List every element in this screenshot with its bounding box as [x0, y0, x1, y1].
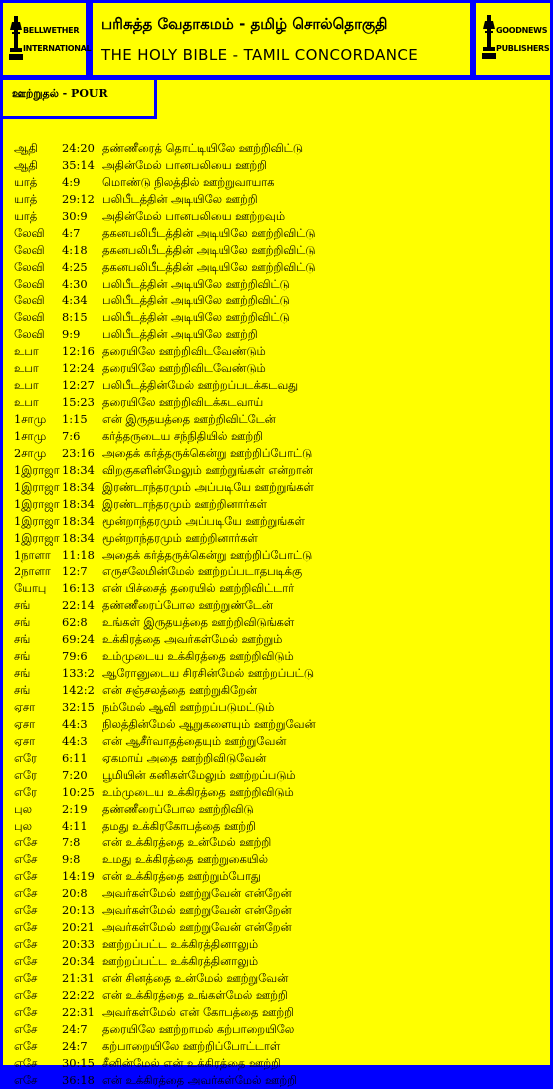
verse-row	[14, 936, 534, 953]
verse-text: என் உக்கிரத்தை உன்மேல் ஊற்றி	[102, 835, 272, 850]
verse-book: எசே	[14, 1072, 38, 1087]
goodnews-logo-line1: GOODNEWS	[496, 26, 548, 35]
verse-text: என் உக்கிரத்தை அவர்கள்மேல் ஊற்றி	[102, 1072, 297, 1087]
verse-text: அதின்மேல் பானபலியை ஊற்றி	[102, 157, 267, 172]
verse-book: லேவி	[14, 225, 45, 240]
verse-reference: 16:13	[62, 581, 95, 596]
verse-text: உமது உக்கிரத்தை ஊற்றுகையில்	[102, 852, 268, 867]
verse-book: யாத்	[14, 174, 38, 189]
verse-reference: 6:11	[62, 750, 88, 765]
verse-text: பலிபீடத்தின் அடியிலே ஊற்றி	[102, 327, 258, 342]
verse-text: உங்கள் இருதயத்தை ஊற்றிவிடுங்கள்	[102, 615, 295, 630]
verse-book: 1இராஜா	[14, 496, 60, 511]
verse-row	[14, 834, 534, 851]
verse-book: எசே	[14, 937, 38, 952]
verse-reference: 62:8	[62, 615, 88, 630]
verse-reference: 12:16	[62, 344, 95, 359]
verse-reference: 44:3	[62, 716, 88, 731]
verse-reference: 1:15	[62, 412, 88, 426]
verse-row	[14, 1004, 534, 1021]
verse-row	[14, 750, 534, 767]
verse-reference: 21:31	[62, 970, 95, 985]
verse-reference: 15:23	[62, 395, 95, 410]
bellwether-logo	[3, 3, 92, 75]
verse-reference: 18:34	[62, 513, 95, 528]
verse-reference: 4:7	[62, 225, 81, 240]
verse-book: புல	[14, 801, 32, 816]
verse-book: லேவி	[14, 276, 45, 291]
verse-row	[14, 326, 534, 343]
verse-reference: 22:31	[62, 1004, 95, 1019]
verse-row	[14, 1038, 534, 1055]
verse-text: என் ஆசீர்வாதத்தையும் ஊற்றுவேன்	[102, 733, 287, 748]
verse-reference: 12:27	[62, 378, 95, 393]
verse-book: புல	[14, 818, 32, 833]
verse-text: கர்த்தருடைய சந்நிதியில் ஊற்றி	[102, 428, 263, 443]
verse-book: ஆதி	[14, 141, 38, 155]
english-title: THE HOLY BIBLE - TAMIL CONCORDANCE	[101, 46, 419, 64]
verse-book: ஆதி	[14, 157, 38, 172]
verse-reference: 142:2	[62, 683, 95, 697]
verse-row	[14, 868, 534, 885]
verse-reference: 23:16	[62, 445, 95, 460]
verse-text: ஏகமாய் அதை ஊற்றிவிடுவேன்	[102, 750, 267, 765]
verse-row	[14, 360, 534, 377]
verse-book: எசே	[14, 1004, 38, 1019]
verse-reference: 18:34	[62, 496, 95, 511]
verse-row	[14, 1072, 534, 1089]
verse-text: அவர்கள்மேல் ஊற்றுவேன் என்றேன்	[102, 886, 292, 901]
verse-text: எருசலேமின்மேல் ஊற்றப்படாதபடிக்கு	[102, 564, 302, 579]
verse-row	[14, 157, 534, 174]
verse-reference: 8:15	[62, 310, 88, 325]
verse-book: எசே	[14, 1055, 38, 1070]
verse-text: தமது உக்கிரகோபத்தை ஊற்றி	[102, 818, 256, 833]
verse-row	[14, 428, 534, 445]
verse-row	[14, 733, 534, 750]
verse-text: அதைக் கர்த்தருக்கென்று ஊற்றிப்போட்டு	[102, 547, 313, 562]
verse-row	[14, 496, 534, 513]
verse-reference: 4:18	[62, 242, 88, 257]
verse-book: யாத்	[14, 208, 38, 223]
verse-book: சங்	[14, 615, 31, 630]
verse-row	[14, 767, 534, 784]
verse-text: அதைக் கர்த்தருக்கென்று ஊற்றிப்போட்டு	[102, 445, 313, 460]
verse-row	[14, 292, 534, 309]
verse-row	[14, 140, 534, 157]
verse-book: எசே	[14, 970, 38, 985]
verse-reference: 24:20	[62, 141, 95, 155]
verse-reference: 20:33	[62, 937, 95, 952]
verse-row	[14, 208, 534, 225]
verse-row	[14, 377, 534, 394]
verse-text: மூன்றாந்தரமும் அப்படியே ஊற்றுங்கள்	[102, 513, 305, 528]
verse-text: தண்ணீரைப்போல ஊற்றிவிடு	[102, 801, 254, 816]
verse-text: சீனின்மேல் என் உக்கிரத்தை ஊற்றி	[102, 1055, 281, 1070]
verse-book: எசே	[14, 852, 38, 867]
verse-book: லேவி	[14, 327, 45, 342]
verse-text: உம்முடைய உக்கிரத்தை ஊற்றிவிடும்	[102, 784, 294, 799]
verse-row	[14, 309, 534, 326]
header-title-panel	[93, 3, 470, 75]
verse-reference: 7:8	[62, 835, 81, 850]
verse-reference: 4:30	[62, 276, 88, 291]
verse-reference: 4:34	[62, 293, 88, 308]
verse-book: சங்	[14, 598, 31, 613]
verse-text: என் சஞ்சலத்தை ஊற்றுகிறேன்	[102, 683, 257, 697]
verse-text: தரையிலே ஊற்றிவிடவேண்டும்	[102, 361, 266, 376]
verse-reference: 133:2	[62, 666, 95, 681]
verse-row	[14, 343, 534, 360]
verse-book: ஏசா	[14, 716, 36, 731]
verse-reference: 11:18	[62, 547, 95, 562]
verse-book: உபா	[14, 395, 39, 410]
verse-row	[14, 411, 534, 428]
verse-text: தரையிலே ஊற்றாமல் கற்பாறையிலே	[102, 1021, 295, 1036]
verse-book: ஏசா	[14, 699, 36, 714]
verse-reference: 36:18	[62, 1072, 95, 1087]
verse-book: உபா	[14, 344, 39, 359]
verse-text: மூன்றாந்தரமும் ஊற்றினார்கள்	[102, 530, 258, 545]
verse-reference: 7:20	[62, 767, 88, 782]
verse-book: 1இராஜா	[14, 479, 60, 494]
verse-reference: 10:25	[62, 784, 95, 799]
verse-row	[14, 902, 534, 919]
word-title-box	[3, 80, 154, 116]
verse-book: லேவி	[14, 293, 45, 308]
verse-text: தண்ணீரைத் தொட்டியிலே ஊற்றிவிட்டு	[102, 141, 303, 155]
verse-row	[14, 394, 534, 411]
verse-book: 1இராஜா	[14, 462, 60, 477]
verse-text: என் பிச்சைத் தரையில் ஊற்றிவிட்டார்	[102, 581, 295, 596]
verse-row	[14, 513, 534, 530]
verse-reference: 9:9	[62, 327, 81, 342]
verse-row	[14, 242, 534, 259]
verse-book: ஏசா	[14, 733, 36, 748]
verse-text: இரண்டாந்தரமும் ஊற்றினார்கள்	[102, 496, 267, 511]
verse-book: 1சாமு	[14, 412, 47, 426]
verse-text: என் உக்கிரத்தை ஊற்றும்போது	[102, 869, 261, 884]
verse-row	[14, 818, 534, 835]
verse-reference: 30:9	[62, 208, 88, 223]
verse-row	[14, 682, 534, 699]
verse-reference: 18:34	[62, 530, 95, 545]
verse-text: இரண்டாந்தரமும் அப்படியே ஊற்றுங்கள்	[102, 479, 314, 494]
verse-text: தரையிலே ஊற்றிவிடக்கடவாய்	[102, 395, 264, 410]
verse-reference: 12:24	[62, 361, 95, 376]
verse-reference: 35:14	[62, 157, 95, 172]
verse-text: தகனபலிபீடத்தின் அடியிலே ஊற்றிவிட்டு	[102, 225, 316, 240]
verse-book: எசே	[14, 869, 38, 884]
verse-row	[14, 191, 534, 208]
verse-book: உபா	[14, 361, 39, 376]
verse-reference: 14:19	[62, 869, 95, 884]
verse-book: சங்	[14, 683, 31, 697]
verse-text: தண்ணீரைப்போல ஊற்றுண்டேன்	[102, 598, 273, 613]
verse-row	[14, 614, 534, 631]
verse-row	[14, 259, 534, 276]
verse-row	[14, 445, 534, 462]
verse-reference: 29:12	[62, 191, 95, 206]
verse-reference: 18:34	[62, 462, 95, 477]
verse-row	[14, 479, 534, 496]
verse-book: எசே	[14, 987, 38, 1002]
verse-reference: 4:11	[62, 818, 88, 833]
verse-reference: 69:24	[62, 632, 95, 647]
verse-list	[14, 140, 534, 1089]
verse-text: பலிபீடத்தின் அடியிலே ஊற்றி	[102, 191, 258, 206]
verse-reference: 20:8	[62, 886, 88, 901]
verse-row	[14, 919, 534, 936]
verse-reference: 22:14	[62, 598, 95, 613]
verse-text: மொண்டு நிலத்தில் ஊற்றுவாயாக	[102, 174, 275, 189]
verse-row	[14, 665, 534, 682]
verse-row	[14, 699, 534, 716]
verse-book: சங்	[14, 649, 31, 664]
verse-book: 1இராஜா	[14, 513, 60, 528]
concordance-panel	[3, 80, 550, 1087]
verse-book: எரே	[14, 750, 37, 765]
verse-row	[14, 648, 534, 665]
verse-row	[14, 784, 534, 801]
verse-reference: 30:15	[62, 1055, 95, 1070]
verse-book: எசே	[14, 886, 38, 901]
verse-row	[14, 631, 534, 648]
verse-book: எரே	[14, 767, 37, 782]
verse-row	[14, 885, 534, 902]
verse-text: ஊற்றப்பட்ட உக்கிரத்தினாலும்	[102, 937, 259, 952]
tamil-title: பரிசுத்த வேதாகமம் - தமிழ் சொல்தொகுதி	[101, 15, 388, 33]
verse-text: கற்பாறையிலே ஊற்றிப்போட்டாள்	[102, 1038, 281, 1053]
verse-text: அவர்கள்மேல் ஊற்றுவேன் என்றேன்	[102, 920, 292, 935]
verse-book: யாத்	[14, 191, 38, 206]
verse-text: தகனபலிபீடத்தின் அடியிலே ஊற்றிவிட்டு	[102, 259, 316, 274]
lamp-icon	[482, 15, 496, 61]
verse-row	[14, 987, 534, 1004]
verse-reference: 9:8	[62, 852, 81, 867]
verse-text: விறகுகளின்மேலும் ஊற்றுங்கள் என்றான்	[102, 462, 313, 477]
verse-text: ஆரோனுடைய சிரசின்மேல் ஊற்றப்பட்டு	[102, 666, 314, 681]
verse-text: நிலத்தின்மேல் ஆறுகளையும் ஊற்றுவேன்	[102, 716, 316, 731]
goodnews-logo	[476, 3, 550, 75]
verse-row	[14, 801, 534, 818]
verse-reference: 22:22	[62, 987, 95, 1002]
verse-text: பலிபீடத்தின்மேல் ஊற்றப்படக்கடவது	[102, 378, 299, 393]
verse-reference: 20:34	[62, 954, 95, 968]
verse-row	[14, 1021, 534, 1038]
verse-row	[14, 547, 534, 564]
bellwether-logo-line2: INTERNATIONAL	[23, 44, 92, 53]
verse-text: உக்கிரத்தை அவர்கள்மேல் ஊற்றும்	[102, 632, 283, 647]
verse-reference: 24:7	[62, 1038, 88, 1053]
verse-book: எசே	[14, 1021, 38, 1036]
verse-text: பலிபீடத்தின் அடியிலே ஊற்றிவிட்டு	[102, 276, 290, 291]
verse-row	[14, 970, 534, 987]
verse-reference: 32:15	[62, 699, 95, 714]
lamp-icon	[9, 16, 23, 62]
verse-text: நம்மேல் ஆவி ஊற்றப்படுமட்டும்	[102, 699, 275, 714]
verse-book: லேவி	[14, 242, 45, 257]
verse-row	[14, 597, 534, 614]
verse-reference: 20:13	[62, 903, 95, 918]
verse-text: தகனபலிபீடத்தின் அடியிலே ஊற்றிவிட்டு	[102, 242, 316, 257]
verse-text: அவர்கள்மேல் என் கோபத்தை ஊற்றி	[102, 1004, 294, 1019]
verse-book: உபா	[14, 378, 39, 393]
verse-text: ஊற்றப்பட்ட உக்கிரத்தினாலும்	[102, 954, 259, 968]
verse-reference: 18:34	[62, 479, 95, 494]
verse-book: 2சாமு	[14, 445, 47, 460]
verse-book: எசே	[14, 920, 38, 935]
verse-reference: 12:7	[62, 564, 88, 579]
verse-book: 1சாமு	[14, 428, 47, 443]
verse-book: யோபு	[14, 581, 47, 596]
verse-text: அதின்மேல் பானபலியை ஊற்றவும்	[102, 208, 285, 223]
verse-row	[14, 225, 534, 242]
bellwether-logo-line1: BELLWETHER	[23, 26, 80, 35]
verse-reference: 7:6	[62, 428, 81, 443]
verse-reference: 4:9	[62, 174, 81, 189]
verse-book: எசே	[14, 835, 38, 850]
verse-row	[14, 1055, 534, 1072]
goodnews-logo-line2: PUBLISHERS	[496, 44, 550, 53]
verse-book: சங்	[14, 632, 31, 647]
verse-row	[14, 716, 534, 733]
verse-book: 2நாளா	[14, 564, 51, 579]
verse-book: எசே	[14, 954, 38, 968]
verse-reference: 2:19	[62, 801, 88, 816]
verse-text: அவர்கள்மேல் ஊற்றுவேன் என்றேன்	[102, 903, 292, 918]
verse-reference: 20:21	[62, 920, 95, 935]
verse-reference: 4:25	[62, 259, 88, 274]
verse-row	[14, 851, 534, 868]
verse-book: எசே	[14, 903, 38, 918]
verse-text: தரையிலே ஊற்றிவிடவேண்டும்	[102, 344, 266, 359]
verse-text: பூமியின் கனிகள்மேலும் ஊற்றப்படும்	[102, 767, 296, 782]
verse-book: எசே	[14, 1038, 38, 1053]
verse-text: என் இருதயத்தை ஊற்றிவிட்டேன்	[102, 412, 276, 426]
verse-text: பலிபீடத்தின் அடியிலே ஊற்றிவிட்டு	[102, 310, 290, 325]
verse-row	[14, 953, 534, 970]
verse-book: லேவி	[14, 310, 45, 325]
verse-text: என் உக்கிரத்தை உங்கள்மேல் ஊற்றி	[102, 987, 288, 1002]
verse-row	[14, 276, 534, 293]
verse-reference: 44:3	[62, 733, 88, 748]
verse-row	[14, 174, 534, 191]
verse-text: உம்முடைய உக்கிரத்தை ஊற்றிவிடும்	[102, 649, 294, 664]
verse-reference: 24:7	[62, 1021, 88, 1036]
verse-row	[14, 462, 534, 479]
verse-book: லேவி	[14, 259, 45, 274]
verse-row	[14, 580, 534, 597]
verse-book: எரே	[14, 784, 37, 799]
verse-row	[14, 530, 534, 547]
verse-book: சங்	[14, 666, 31, 681]
verse-text: பலிபீடத்தின் அடியிலே ஊற்றிவிட்டு	[102, 293, 290, 308]
verse-book: 1நாளா	[14, 547, 51, 562]
verse-book: 1இராஜா	[14, 530, 60, 545]
verse-reference: 79:6	[62, 649, 88, 664]
word-title: ஊற்றுதல் - POUR	[12, 87, 108, 100]
verse-row	[14, 563, 534, 580]
verse-text: என் சினத்தை உன்மேல் ஊற்றுவேன்	[102, 970, 289, 985]
